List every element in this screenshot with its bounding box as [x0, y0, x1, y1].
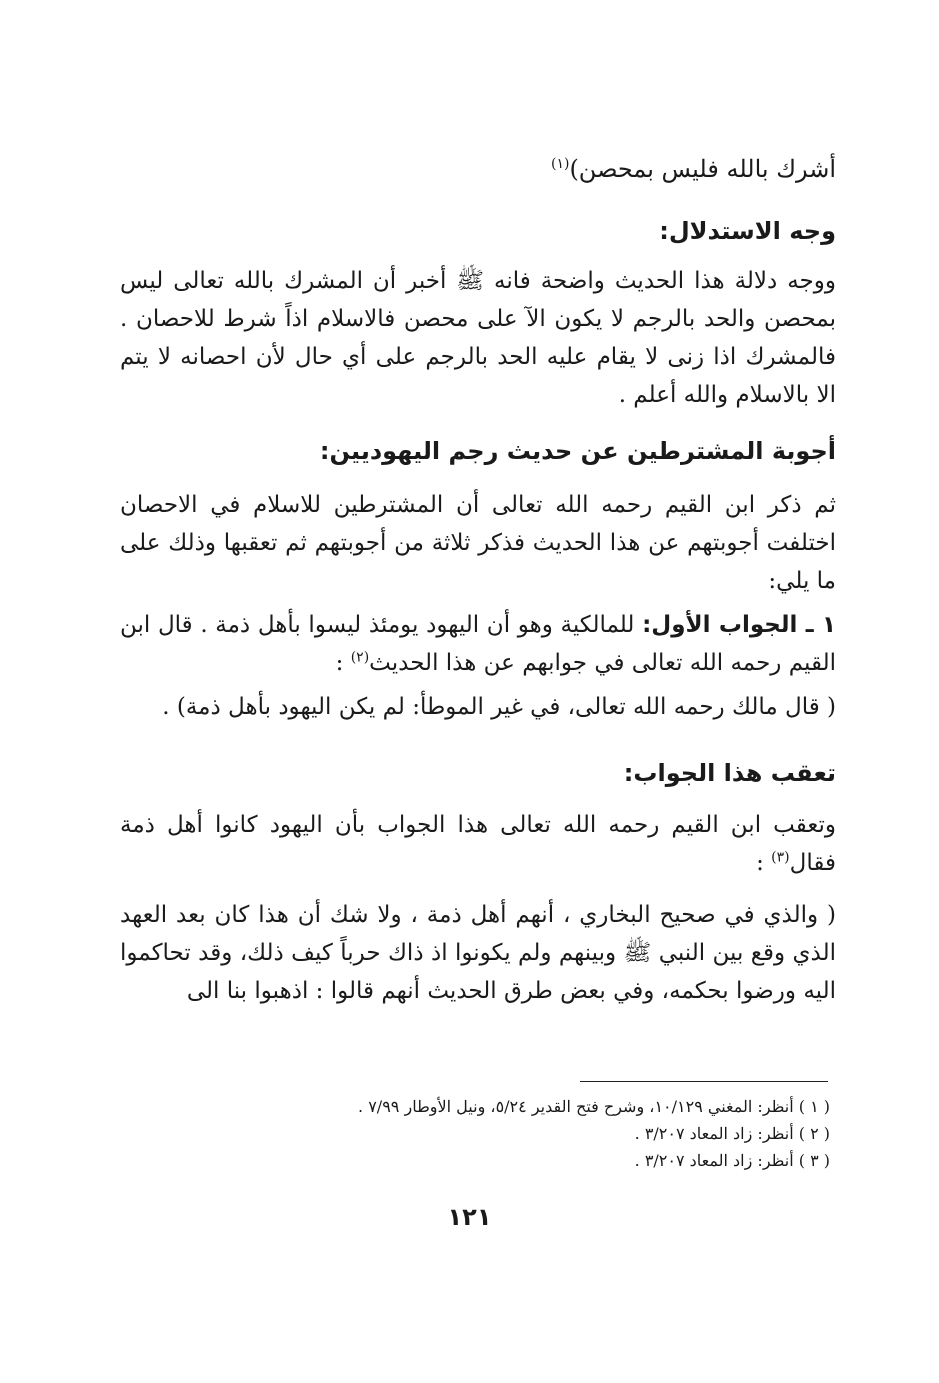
- paragraph-5-end: :: [756, 850, 772, 876]
- section-heading-3: تعقب هذا الجواب:: [623, 759, 836, 787]
- footnote-3: ( ٣ ) أنظر: زاد المعاد ٣/٢٠٧ .: [634, 1151, 830, 1170]
- paragraph-3-text: للمالكية وهو أن اليهود يومئذ ليسوا بأهل ذمة . قال ابن القيم رحمه الله تعالى في جوابهم عن هذا الحديث: [120, 612, 836, 676]
- footnote-divider: [580, 1081, 828, 1082]
- footnotes: [200, 1093, 830, 1174]
- footnote-1: ( ١ ) أنظر: المغني ١٠/١٢٩، وشرح فتح القدير ٥/٢٤، ونيل الأوطار ٧/٩٩ .: [358, 1097, 830, 1116]
- section-heading-2: أجوبة المشترطين عن حديث رجم اليهوديين:: [319, 437, 836, 465]
- paragraph-5: [120, 806, 836, 882]
- paragraph-6: ( والذي في صحيح البخاري ، أنهم أهل ذمة ، ولا شك أن هذا كان بعد العهد الذي وقع بين النبي ﷺ وبينهم ولم يكونوا اذ ذاك حرباً كيف ذلك، وقد تحاكموا اليه ورضوا بحكمه، وفي بعض طرق الحديث أنهم قالوا : اذهبوا بنا الى: [120, 902, 836, 1004]
- paragraph-3-end: :: [335, 650, 351, 676]
- footnote-ref-2: (٢): [350, 649, 370, 666]
- continued-text-line: [120, 150, 836, 188]
- paragraph-3: [120, 606, 836, 682]
- paragraph-5-text: وتعقب ابن القيم رحمه الله تعالى هذا الجواب بأن اليهود كانوا أهل ذمة فقال: [120, 812, 836, 876]
- paragraph-4: ( قال مالك رحمه الله تعالى، في غير الموطأ: لم يكن اليهود بأهل ذمة) .: [162, 694, 836, 720]
- section-heading-1: وجه الاستدلال:: [659, 217, 836, 245]
- footnote-2: ( ٢ ) أنظر: زاد المعاد ٣/٢٠٧ .: [634, 1124, 830, 1143]
- paragraph-1: ووجه دلالة هذا الحديث واضحة فانه ﷺ أخبر أن المشرك بالله تعالى ليس بمحصن والحد بالرجم لا يكون الآ على محصن فالاسلام اذاً شرط للاحصان . فالمشرك اذا زنى لا يقام عليه الحد بالرجم على أي حال لأن احصانه لا يتم الا بالاسلام والله أعلم .: [120, 268, 836, 408]
- footnote-ref-3: (٣): [771, 849, 790, 866]
- answer-label: ١ ـ الجواب الأول:: [642, 612, 837, 638]
- footnote-ref-1: (١): [550, 156, 570, 172]
- line-text: أشرك بالله فليس بمحصن): [569, 155, 836, 183]
- page-number: ١٢١: [447, 1203, 492, 1231]
- paragraph-2: ثم ذكر ابن القيم رحمه الله تعالى أن المشترطين للاسلام في الاحصان اختلفت أجوبتهم عن هذا الحديث فذكر ثلاثة من أجوبتهم ثم تعقبها وذلك على ما يلي:: [120, 492, 836, 594]
- page-body: [120, 150, 836, 1010]
